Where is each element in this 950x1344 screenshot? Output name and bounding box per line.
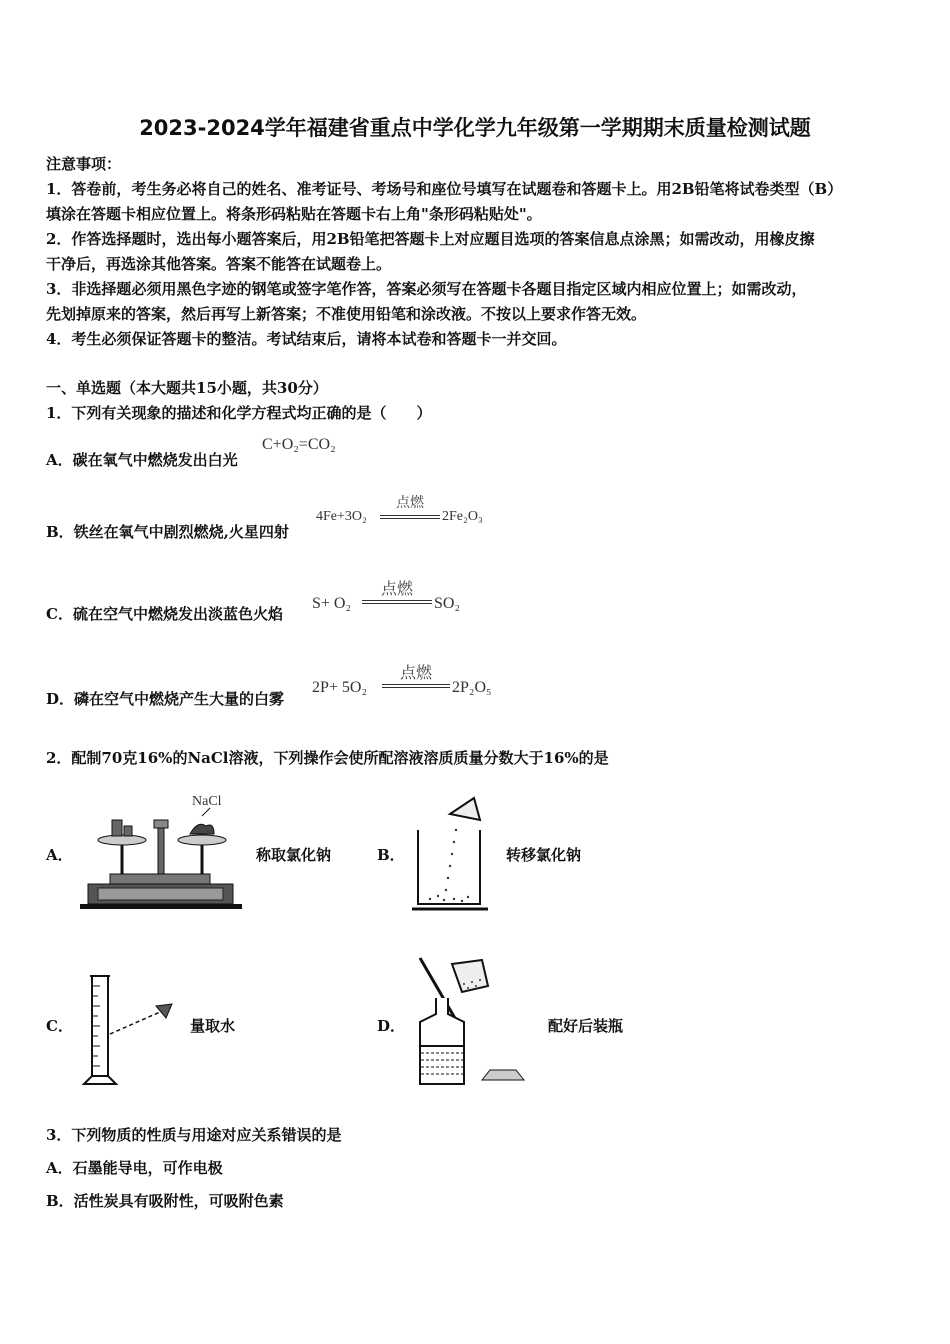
q3-option-a: A．石墨能导电，可作电极 xyxy=(46,1159,223,1177)
q2-option-c-letter: C． xyxy=(46,1017,73,1035)
notice-heading: 注意事项： xyxy=(46,155,122,173)
q3-option-b: B．活性炭具有吸附性，可吸附色素 xyxy=(46,1192,284,1210)
beaker-transfer-illustration xyxy=(410,796,490,912)
q1-option-c-left: S+ O₂ xyxy=(312,595,352,612)
q2-option-b-caption: 转移氯化钠 xyxy=(506,846,582,864)
notice-line: 1．答卷前，考生务必将自己的姓名、准考证号、考场号和座位号填写在试题卷和答题卡上。用2B铅笔将试卷类型（B） xyxy=(46,180,843,198)
q1-option-c-right: SO₂ xyxy=(434,595,461,612)
notice-line: 先划掉原来的答案，然后再写上新答案；不准使用铅笔和涂改液。不按以上要求作答无效。 xyxy=(46,305,647,323)
notice-line: 干净后，再选涂其他答案。答案不能答在试题卷上。 xyxy=(46,255,392,273)
question-1-stem: 1．下列有关现象的描述和化学方程式均正确的是（ ） xyxy=(46,404,432,422)
equation-sign xyxy=(382,684,450,688)
q1-option-a-equation: C+O₂=CO₂ xyxy=(262,436,336,453)
q1-option-c-label: C．硫在空气中燃烧发出淡蓝色火焰 xyxy=(46,605,283,623)
equation-sign xyxy=(380,515,440,519)
q2-option-a-caption: 称取氯化钠 xyxy=(256,846,332,864)
q1-option-d-left: 2P+ 5O₂ xyxy=(312,679,368,696)
q2-option-a-letter: A． xyxy=(46,846,73,864)
equation-sign xyxy=(362,600,432,604)
q1-option-d-right: 2P₂O₅ xyxy=(452,679,492,696)
notice-line: 2．作答选择题时，选出每小题答案后，用2B铅笔把答题卡上对应题目选项的答案信息点涂黑；如需改动，用橡皮擦 xyxy=(46,230,815,248)
section-heading: 一、单选题（本大题共15小题，共30分） xyxy=(46,379,328,397)
notice-line: 3．非选择题必须用黑色字迹的钢笔或签字笔作答，答案必须写在答题卡各题目指定区域内相应位置上；如需改动， xyxy=(46,280,807,298)
q2-option-b-letter: B． xyxy=(377,846,405,864)
q1-option-b-label: B．铁丝在氧气中剧烈燃烧,火星四射 xyxy=(46,523,289,541)
notice-line: 4．考生必须保证答题卡的整洁。考试结束后，请将本试卷和答题卡一并交回。 xyxy=(46,330,567,348)
page-title: 2023-2024学年福建省重点中学化学九年级第一学期期末质量检测试题 xyxy=(139,116,811,140)
q2-option-d-letter: D． xyxy=(377,1017,406,1035)
q1-option-b-left: 4Fe+3O₂ xyxy=(316,509,367,524)
nacl-tag: NaCl xyxy=(192,794,222,809)
q1-option-c-condition: 点燃 xyxy=(380,579,413,598)
q1-option-b-right: 2Fe₂O₃ xyxy=(442,509,483,524)
q1-option-d-label: D．磷在空气中燃烧产生大量的白雾 xyxy=(46,690,285,708)
q1-option-d-condition: 点燃 xyxy=(399,663,432,682)
notice-line: 填涂在答题卡相应位置上。将条形码粘贴在答题卡右上角"条形码粘贴处"。 xyxy=(46,205,542,223)
question-2-stem: 2．配制70克16%的NaCl溶液，下列操作会使所配溶液溶质质量分数大于16%的是 xyxy=(46,749,609,767)
q2-option-d-caption: 配好后装瓶 xyxy=(548,1017,624,1035)
q1-option-b-condition: 点燃 xyxy=(396,495,424,511)
q2-option-c-caption: 量取水 xyxy=(190,1017,236,1035)
q1-option-a-label: A．碳在氧气中燃烧发出白光 xyxy=(46,451,238,469)
question-3-stem: 3．下列物质的性质与用途对应关系错误的是 xyxy=(46,1126,342,1144)
balance-illustration xyxy=(80,812,245,912)
bottle-pouring-illustration xyxy=(412,958,542,1090)
graduated-cylinder-illustration xyxy=(80,974,180,1086)
